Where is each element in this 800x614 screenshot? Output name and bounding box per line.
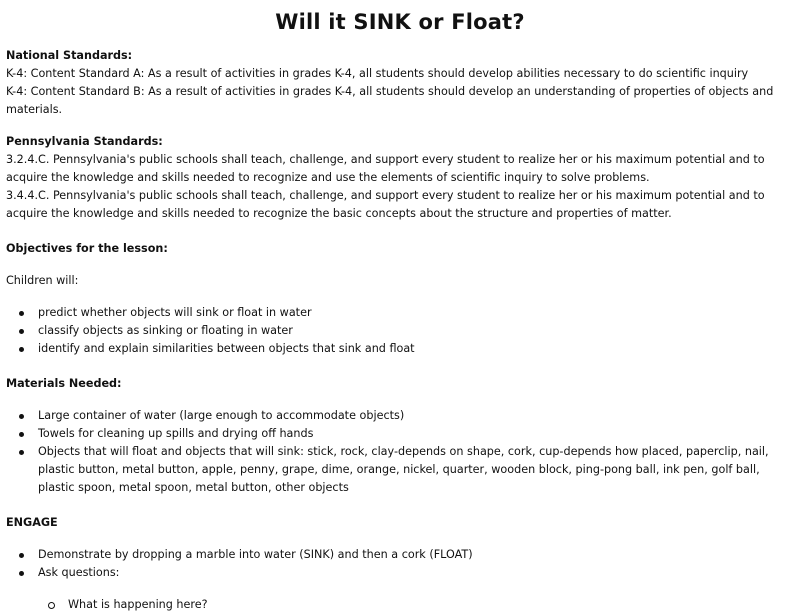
national-standard-b: K-4: Content Standard B: As a result of activities in grades K-4, all students should develop an understanding of properties of objects and materials. xyxy=(6,85,774,116)
materials-section xyxy=(6,375,794,497)
materials-list xyxy=(6,407,794,497)
national-standards-heading: National Standards: xyxy=(6,49,133,62)
list-item: Large container of water (large enough to accommodate objects) xyxy=(38,407,794,425)
materials-heading: Materials Needed: xyxy=(6,377,122,390)
list-item: Towels for cleaning up spills and drying off hands xyxy=(38,425,794,443)
engage-questions-list xyxy=(6,596,794,614)
pennsylvania-standard-3-2-4-c: 3.2.4.C. Pennsylvania's public schools shall teach, challenge, and support every student to realize her or his maximum potential and to acquire the knowledge and skills needed to recognize and use the elements of scientific inquiry to solve problems. xyxy=(6,153,765,184)
page-title: Will it SINK or Float? xyxy=(275,10,525,34)
national-standard-a: K-4: Content Standard A: As a result of activities in grades K-4, all students should develop abilities necessary to do scientific inquiry xyxy=(6,67,749,80)
national-standards-section xyxy=(6,47,794,119)
pennsylvania-standard-3-4-4-c: 3.4.4.C. Pennsylvania's public schools shall teach, challenge, and support every student to realize her or his maximum potential and to acquire the knowledge and skills needed to recognize the basic concepts about the structure and properties of matter. xyxy=(6,189,765,220)
list-item: Ask questions: xyxy=(38,564,794,582)
objectives-list xyxy=(6,304,794,358)
objectives-heading: Objectives for the lesson: xyxy=(6,242,168,255)
objectives-section xyxy=(6,240,794,358)
pennsylvania-standards-heading: Pennsylvania Standards: xyxy=(6,135,163,148)
list-item: classify objects as sinking or floating in water xyxy=(38,322,794,340)
list-item: predict whether objects will sink or float in water xyxy=(38,304,794,322)
engage-list xyxy=(6,546,794,582)
list-item: Demonstrate by dropping a marble into water (SINK) and then a cork (FLOAT) xyxy=(38,546,794,564)
engage-heading: ENGAGE xyxy=(6,516,58,529)
list-item: Objects that will float and objects that will sink: stick, rock, clay-depends on shape, cork, cup-depends how placed, paperclip, nail, plastic button, metal button, apple, penny, grape, dime, orange, nickel, quarter, wooden block, ping-pong ball, ink pen, golf ball, plastic spoon, metal spoon, metal button, other objects xyxy=(38,443,794,497)
list-item: What is happening here? xyxy=(68,596,794,614)
objectives-intro: Children will: xyxy=(6,274,79,287)
list-item: identify and explain similarities between objects that sink and float xyxy=(38,340,794,358)
engage-section xyxy=(6,514,794,614)
pennsylvania-standards-section xyxy=(6,133,794,223)
